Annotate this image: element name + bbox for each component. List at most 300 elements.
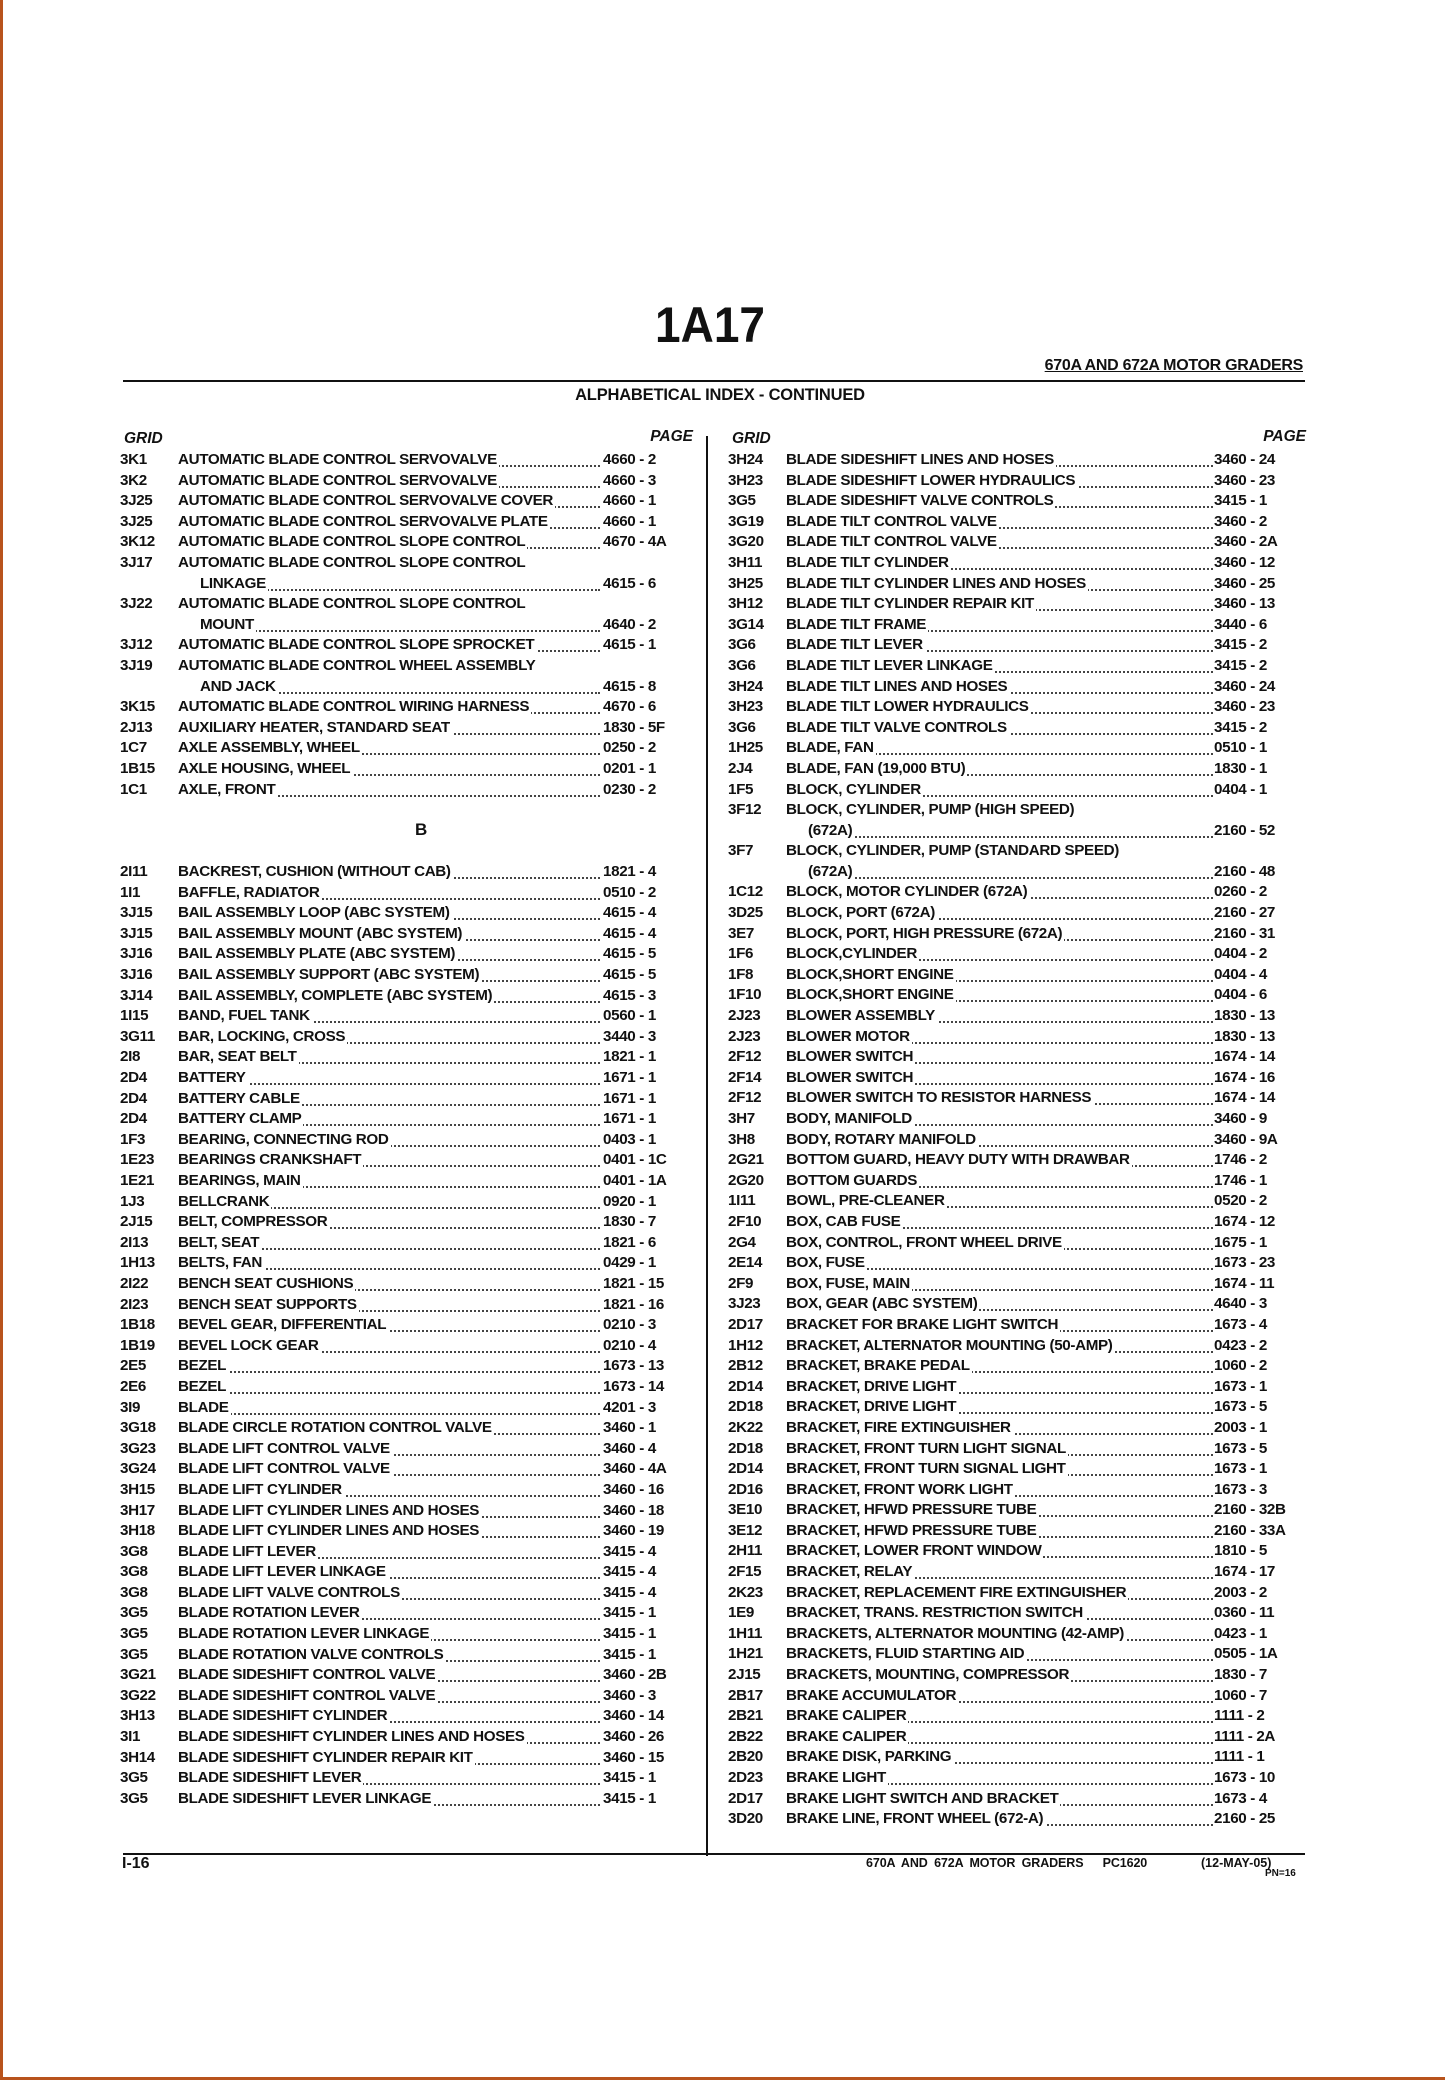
index-entry xyxy=(120,471,695,492)
grid-ref: 2J15 xyxy=(728,1666,761,1684)
entry-description-text: BLOCK, PORT, HIGH PRESSURE (672A) xyxy=(786,924,1063,942)
entry-description xyxy=(786,1378,1213,1395)
grid-ref: 3J25 xyxy=(120,492,153,510)
index-entry xyxy=(728,1768,1308,1789)
grid-ref: 2B12 xyxy=(728,1357,763,1375)
index-entry xyxy=(728,656,1308,677)
index-entry xyxy=(120,1521,695,1542)
index-entry xyxy=(728,1500,1308,1521)
entry-description xyxy=(786,1069,1213,1086)
page-ref: 1821 - 15 xyxy=(603,1274,665,1292)
grid-ref: 3H24 xyxy=(728,451,763,468)
entry-description xyxy=(786,801,1213,818)
index-entry xyxy=(120,553,695,574)
entry-description-text: BLADE SIDESHIFT CYLINDER REPAIR KIT xyxy=(178,1748,473,1766)
index-entry xyxy=(728,697,1308,718)
entry-description-text: BLADE LIFT CONTROL VALVE xyxy=(178,1439,390,1457)
page-ref: 4615 - 3 xyxy=(603,986,656,1004)
entry-description-text: BLOWER SWITCH xyxy=(786,1048,914,1066)
index-entry xyxy=(120,1789,695,1810)
entry-description xyxy=(786,616,1213,633)
page-ref: 4660 - 2 xyxy=(603,451,656,468)
grid-ref: 2D14 xyxy=(728,1460,763,1478)
page-ref: 3440 - 6 xyxy=(1214,615,1267,633)
page-ref: 1671 - 1 xyxy=(603,1089,656,1107)
page-ref: 0520 - 2 xyxy=(1214,1192,1267,1210)
grid-ref: 2D14 xyxy=(728,1377,763,1395)
grid-ref: 3G18 xyxy=(120,1419,156,1437)
entry-description-text: BELTS, FAN xyxy=(178,1254,262,1272)
grid-ref: 1E21 xyxy=(120,1172,155,1189)
page-ref: 3460 - 16 xyxy=(603,1480,665,1498)
page-ref: 3415 - 4 xyxy=(603,1583,656,1601)
page-ref: 0403 - 1 xyxy=(603,1130,656,1148)
entry-description xyxy=(178,636,600,653)
entry-description xyxy=(786,883,1213,900)
entry-description-text: BLOCK, PORT (672A) xyxy=(786,904,935,922)
page-ref: 3460 - 9 xyxy=(1214,1110,1267,1127)
index-entry xyxy=(728,1212,1308,1233)
entry-description xyxy=(786,1687,1213,1704)
grid-ref: 2E6 xyxy=(120,1377,146,1395)
entry-description xyxy=(178,1090,600,1107)
entry-description xyxy=(178,1584,600,1601)
column-header xyxy=(728,428,1308,450)
index-entry xyxy=(120,1480,695,1501)
index-entry xyxy=(120,1295,695,1316)
index-entry xyxy=(120,1274,695,1295)
grid-ref: 2F15 xyxy=(728,1563,762,1581)
page-ref: 1821 - 1 xyxy=(603,1048,656,1066)
entry-description xyxy=(786,1460,1213,1477)
grid-ref: 1B18 xyxy=(120,1316,155,1334)
index-entry xyxy=(120,1439,695,1460)
index-entry xyxy=(728,1583,1308,1604)
footer-product xyxy=(866,1856,1147,1870)
index-entry xyxy=(728,1233,1308,1254)
index-entry xyxy=(120,1418,695,1439)
page-ref: 4615 - 5 xyxy=(603,945,656,963)
grid-ref: 2B17 xyxy=(728,1686,763,1704)
grid-ref: 2K22 xyxy=(728,1418,763,1436)
index-entry xyxy=(728,780,1308,801)
grid-ref: 2B21 xyxy=(728,1707,763,1725)
entry-description xyxy=(786,1810,1213,1827)
entry-description-text: BELT, COMPRESSOR xyxy=(178,1213,328,1231)
entry-description-text: BOX, CAB FUSE xyxy=(786,1212,901,1230)
entry-description xyxy=(786,595,1213,612)
entry-description xyxy=(786,1131,1213,1148)
entries-right xyxy=(728,450,1308,1830)
grid-ref: 3J22 xyxy=(120,595,153,613)
entry-description-text: AUTOMATIC BLADE CONTROL WIRING HARNESS xyxy=(178,698,530,716)
index-entry xyxy=(120,903,695,924)
page-ref: 3415 - 1 xyxy=(603,1625,656,1643)
entry-description xyxy=(786,1604,1213,1621)
entry-description-text: BLOCK, CYLINDER, PUMP (STANDARD SPEED) xyxy=(786,842,1119,860)
page-ref: 4660 - 1 xyxy=(603,492,656,510)
page-ref: 0401 - 1C xyxy=(603,1151,667,1169)
entry-description-text: BRACKET, FRONT WORK LIGHT xyxy=(786,1480,1013,1498)
index-entry xyxy=(728,1315,1308,1336)
entry-description xyxy=(786,966,1213,983)
index-entry xyxy=(120,532,695,553)
index-entry xyxy=(728,1068,1308,1089)
index-entry xyxy=(120,780,695,801)
grid-ref: 3H12 xyxy=(728,595,763,613)
entry-description-text: AUTOMATIC BLADE CONTROL SLOPE CONTROL xyxy=(178,533,526,551)
page-ref: 1674 - 11 xyxy=(1214,1274,1275,1292)
entry-description xyxy=(178,1254,600,1271)
entry-description xyxy=(178,1296,600,1313)
page-ref: 1674 - 12 xyxy=(1214,1212,1276,1230)
grid-ref: 3H15 xyxy=(120,1480,155,1498)
grid-ref: 3G8 xyxy=(120,1563,148,1581)
page-ref: 1673 - 4 xyxy=(1214,1315,1267,1333)
index-entry xyxy=(728,1521,1308,1542)
entry-description-text: BLOWER SWITCH TO RESISTOR HARNESS xyxy=(786,1089,1092,1107)
page-ref: 0210 - 3 xyxy=(603,1316,656,1334)
page-ref: 1830 - 7 xyxy=(603,1213,656,1231)
grid-ref: 3G6 xyxy=(728,656,756,674)
entry-description xyxy=(178,1131,600,1148)
entry-description-continued xyxy=(200,616,600,633)
grid-ref: 2F12 xyxy=(728,1089,762,1107)
index-entry xyxy=(120,1686,695,1707)
grid-ref: 3F7 xyxy=(728,842,754,860)
grid-ref: 2I8 xyxy=(120,1048,141,1066)
page-ref: 4615 - 1 xyxy=(603,636,656,654)
page-ref: 3460 - 12 xyxy=(1214,553,1276,571)
grid-ref: 3K2 xyxy=(120,471,147,489)
bottom-rule xyxy=(123,1853,1305,1855)
page-ref: 1675 - 1 xyxy=(1214,1233,1267,1251)
product-header: 670A AND 672A MOTOR GRADERS xyxy=(1044,357,1303,374)
index-entry xyxy=(120,512,695,533)
index-entry xyxy=(728,738,1308,759)
index-entry xyxy=(120,738,695,759)
page-ref: 3460 - 15 xyxy=(603,1748,665,1766)
entry-description-text: BOX, FUSE, MAIN xyxy=(786,1274,910,1292)
index-entry xyxy=(728,1418,1308,1439)
grid-ref: 3H23 xyxy=(728,471,763,489)
entry-description-text: BAIL ASSEMBLY, COMPLETE (ABC SYSTEM) xyxy=(178,986,493,1004)
index-entry-continuation xyxy=(120,677,695,698)
page-ref: 3415 - 1 xyxy=(603,1645,656,1663)
index-entry xyxy=(728,1336,1308,1357)
entry-description xyxy=(786,698,1213,715)
entry-description xyxy=(786,1728,1213,1745)
page-ref: 4640 - 2 xyxy=(603,615,656,633)
grid-ref: 2D17 xyxy=(728,1789,763,1807)
index-entry xyxy=(728,574,1308,595)
grid-ref: 3E12 xyxy=(728,1521,763,1539)
page-ref: 1673 - 1 xyxy=(1214,1460,1267,1478)
entry-description-text: BLADE SIDESHIFT CYLINDER LINES AND HOSES xyxy=(178,1728,525,1746)
grid-ref: 3J19 xyxy=(120,656,153,674)
page-ref: 4615 - 4 xyxy=(603,904,656,922)
page-ref: 1673 - 1 xyxy=(1214,1377,1267,1395)
index-entry-continuation xyxy=(728,821,1308,842)
entry-description-text: BELLCRANK xyxy=(178,1192,270,1210)
page-ref: 1830 - 13 xyxy=(1214,1007,1276,1025)
grid-ref: 1F3 xyxy=(120,1130,146,1148)
entry-description-text: AXLE HOUSING, WHEEL xyxy=(178,759,351,777)
entry-description xyxy=(178,1048,600,1065)
entry-description-text: BRACKET, RELAY xyxy=(786,1563,913,1581)
grid-ref: 1B19 xyxy=(120,1336,155,1354)
grid-ref: 3J14 xyxy=(120,986,153,1004)
entry-description-text: BACKREST, CUSHION (WITHOUT CAB) xyxy=(178,863,451,881)
entry-description-text: AUTOMATIC BLADE CONTROL SERVOVALVE xyxy=(178,471,497,489)
index-entry xyxy=(728,1665,1308,1686)
grid-header: GRID xyxy=(124,430,163,447)
index-entry xyxy=(728,1253,1308,1274)
index-entry xyxy=(120,1109,695,1130)
index-entry xyxy=(728,882,1308,903)
entry-description xyxy=(178,1460,600,1477)
entry-description xyxy=(786,492,1213,509)
page-ref: 0429 - 1 xyxy=(603,1254,656,1272)
entry-description xyxy=(786,451,1213,468)
index-entry xyxy=(728,1562,1308,1583)
page-ref: 4201 - 3 xyxy=(603,1398,656,1416)
entry-description-text: BLADE TILT CONTROL VALVE xyxy=(786,533,997,551)
entry-description-text: BAIL ASSEMBLY LOOP (ABC SYSTEM) xyxy=(178,904,450,922)
entry-description xyxy=(786,1790,1213,1807)
page-ref: 3460 - 4A xyxy=(603,1460,667,1478)
grid-ref: 3J25 xyxy=(120,512,153,530)
entry-description-text: BEZEL xyxy=(178,1357,227,1375)
entry-description xyxy=(178,1172,600,1189)
grid-ref: 1F6 xyxy=(728,945,754,963)
page-ref: 4640 - 3 xyxy=(1214,1295,1267,1313)
page-ref: 1674 - 17 xyxy=(1214,1563,1276,1581)
entry-description-text: BRACKET, ALTERNATOR MOUNTING (50-AMP) xyxy=(786,1336,1113,1354)
grid-ref: 3H14 xyxy=(120,1748,155,1766)
grid-ref: 1H13 xyxy=(120,1254,155,1272)
entry-description-text: BLADE TILT LOWER HYDRAULICS xyxy=(786,698,1029,716)
entry-description-text: BRACKET FOR BRAKE LIGHT SWITCH xyxy=(786,1315,1059,1333)
index-entry xyxy=(120,759,695,780)
grid-ref: 2J23 xyxy=(728,1027,761,1045)
index-entry xyxy=(120,656,695,677)
footer-page-number: I-16 xyxy=(122,1855,150,1872)
page-ref: 1673 - 5 xyxy=(1214,1398,1267,1416)
index-entry xyxy=(120,1089,695,1110)
index-entry xyxy=(120,1624,695,1645)
grid-ref: 3I1 xyxy=(120,1728,141,1746)
page-ref: 1746 - 2 xyxy=(1214,1151,1267,1169)
index-entry xyxy=(728,800,1308,821)
index-entry xyxy=(728,615,1308,636)
index-entry xyxy=(120,1027,695,1048)
entry-description-text: BAR, SEAT BELT xyxy=(178,1048,297,1066)
page-ref: 0510 - 2 xyxy=(603,883,656,901)
entry-description-text: BLADE, FAN xyxy=(786,739,874,757)
entry-description-text: BLADE TILT LEVER LINKAGE xyxy=(786,656,993,674)
entry-description-text: BLADE TILT FRAME xyxy=(786,615,927,633)
index-entry xyxy=(728,1480,1308,1501)
page-ref: 0423 - 2 xyxy=(1214,1336,1267,1354)
index-entry xyxy=(728,471,1308,492)
entry-description xyxy=(786,1110,1213,1127)
entry-description-text: AUTOMATIC BLADE CONTROL SLOPE CONTROL xyxy=(178,595,526,613)
index-entry xyxy=(728,718,1308,739)
entry-description-text: BEVEL LOCK GEAR xyxy=(178,1336,319,1354)
page-ref: 1111 - 1 xyxy=(1214,1748,1265,1766)
page-ref: 1673 - 3 xyxy=(1214,1480,1267,1498)
index-entry xyxy=(120,1068,695,1089)
page-ref: 1674 - 16 xyxy=(1214,1068,1276,1086)
index-entry xyxy=(728,903,1308,924)
entry-description-text: BLADE CIRCLE ROTATION CONTROL VALVE xyxy=(178,1419,492,1437)
entry-description xyxy=(178,1275,600,1292)
entry-description-text: BEVEL GEAR, DIFFERENTIAL xyxy=(178,1316,387,1334)
entry-description xyxy=(178,1151,600,1168)
page-ref: 3460 - 19 xyxy=(603,1522,665,1540)
page-ref: 1673 - 13 xyxy=(603,1357,665,1375)
entry-description-text: BLADE LIFT CYLINDER LINES AND HOSES xyxy=(178,1522,480,1540)
index-entry xyxy=(728,1439,1308,1460)
entry-description xyxy=(786,657,1213,674)
page-ref: 3415 - 2 xyxy=(1214,718,1267,736)
entry-description-text: BLOCK,SHORT ENGINE xyxy=(786,965,954,983)
entry-description-text: BLADE SIDESHIFT LEVER xyxy=(178,1769,362,1787)
entry-description-continued xyxy=(808,863,1213,880)
index-entry xyxy=(728,1027,1308,1048)
index-entry xyxy=(728,512,1308,533)
entry-description-continued xyxy=(808,822,1213,839)
entry-description-text: BAIL ASSEMBLY PLATE (ABC SYSTEM) xyxy=(178,945,456,963)
entry-description xyxy=(786,554,1213,571)
index-entry xyxy=(120,965,695,986)
index-entry xyxy=(120,1192,695,1213)
entry-description xyxy=(786,1316,1213,1333)
entry-description xyxy=(786,1172,1213,1189)
entry-description-text: BLADE, FAN (19,000 BTU) xyxy=(786,759,966,777)
entry-description-text: BLADE SIDESHIFT LOWER HYDRAULICS xyxy=(786,471,1076,489)
grid-ref: 2D4 xyxy=(120,1110,147,1128)
section-subtitle: ALPHABETICAL INDEX - CONTINUED xyxy=(575,386,865,404)
index-entry xyxy=(120,1768,695,1789)
entry-description-text: AUTOMATIC BLADE CONTROL SLOPE CONTROL xyxy=(178,553,526,571)
entry-description-text: BRAKE CALIPER xyxy=(786,1707,907,1725)
grid-ref: 3J17 xyxy=(120,553,153,571)
entry-description-text: BEARINGS CRANKSHAFT xyxy=(178,1151,362,1169)
entry-description xyxy=(178,472,600,489)
entry-description xyxy=(178,1769,600,1786)
entry-description-text: AUTOMATIC BLADE CONTROL SLOPE SPROCKET xyxy=(178,636,535,654)
entry-description-continued xyxy=(200,575,600,592)
entry-description xyxy=(786,1337,1213,1354)
grid-ref: 1C12 xyxy=(728,883,763,901)
page-ref: 1673 - 14 xyxy=(603,1377,665,1395)
grid-ref: 1F10 xyxy=(728,986,762,1004)
entry-description xyxy=(178,1707,600,1724)
entry-description-text: BODY, MANIFOLD xyxy=(786,1110,912,1127)
grid-ref: 3J23 xyxy=(728,1295,761,1313)
top-rule xyxy=(123,380,1305,382)
grid-ref: 3E7 xyxy=(728,924,754,942)
grid-ref: 1H11 xyxy=(728,1624,763,1642)
page-ref: 3460 - 18 xyxy=(603,1501,665,1519)
entry-description-continued-text: AND JACK xyxy=(200,677,276,695)
entry-description-text: BRACKET, REPLACEMENT FIRE EXTINGUISHER xyxy=(786,1583,1127,1601)
entry-description xyxy=(178,698,600,715)
entry-description-text: BRACKETS, MOUNTING, COMPRESSOR xyxy=(786,1666,1070,1684)
grid-ref: 3H8 xyxy=(728,1130,755,1148)
page-ref: 3460 - 24 xyxy=(1214,451,1276,468)
page-ref: 1674 - 14 xyxy=(1214,1048,1276,1066)
entry-description-text: BRACKET, DRIVE LIGHT xyxy=(786,1377,957,1395)
index-entry xyxy=(728,1706,1308,1727)
entry-description-text: BLOWER ASSEMBLY xyxy=(786,1007,935,1025)
entry-description xyxy=(786,1625,1213,1642)
entry-description xyxy=(178,904,600,921)
entry-description-text: BLOCK,CYLINDER xyxy=(786,945,917,963)
page-ref: 4615 - 6 xyxy=(603,574,656,592)
entry-description xyxy=(786,842,1213,859)
page-ref: 3460 - 2 xyxy=(1214,512,1267,530)
index-entry xyxy=(120,1727,695,1748)
grid-ref: 3H11 xyxy=(728,553,763,571)
grid-ref: 2D4 xyxy=(120,1069,147,1087)
page-ref: 3415 - 1 xyxy=(603,1769,656,1787)
index-entry xyxy=(728,1006,1308,1027)
entry-description xyxy=(786,1295,1213,1312)
page-ref: 0505 - 1A xyxy=(1214,1645,1278,1663)
page-ref: 2003 - 1 xyxy=(1214,1418,1267,1436)
grid-ref: 1H21 xyxy=(728,1645,763,1663)
entry-description xyxy=(786,719,1213,736)
grid-ref: 3J16 xyxy=(120,945,153,963)
page-ref: 3460 - 2B xyxy=(603,1666,667,1684)
grid-ref: 2G20 xyxy=(728,1171,764,1189)
entry-description xyxy=(786,1501,1213,1518)
grid-ref: 2D17 xyxy=(728,1315,763,1333)
index-entry xyxy=(728,1274,1308,1295)
grid-ref: 3H7 xyxy=(728,1110,755,1127)
grid-ref: 3G20 xyxy=(728,533,764,551)
page-ref: 3415 - 1 xyxy=(1214,492,1267,510)
entry-description-text: BRAKE LINE, FRONT WHEEL (672-A) xyxy=(786,1810,1044,1828)
grid-ref: 3H17 xyxy=(120,1501,155,1519)
index-entry xyxy=(728,1356,1308,1377)
entry-description xyxy=(786,1707,1213,1724)
grid-ref: 2F14 xyxy=(728,1068,762,1086)
entry-description xyxy=(178,492,600,509)
index-entry xyxy=(728,1377,1308,1398)
page-ref: 1111 - 2 xyxy=(1214,1707,1265,1725)
index-entry xyxy=(120,718,695,739)
entry-description xyxy=(178,719,600,736)
grid-ref: 3H25 xyxy=(728,574,763,592)
entry-description-text: AUXILIARY HEATER, STANDARD SEAT xyxy=(178,718,450,736)
index-entry xyxy=(728,1747,1308,1768)
entry-description xyxy=(786,1398,1213,1415)
index-entry xyxy=(120,594,695,615)
grid-ref: 2D23 xyxy=(728,1769,763,1786)
entry-description-text: BLADE TILT VALVE CONTROLS xyxy=(786,718,1007,736)
page-ref: 1671 - 1 xyxy=(603,1069,656,1087)
page-ref: 0404 - 6 xyxy=(1214,986,1267,1004)
index-entry xyxy=(120,862,695,883)
index-entry xyxy=(728,1130,1308,1151)
entry-description-text: BLOCK, CYLINDER, PUMP (HIGH SPEED) xyxy=(786,801,1075,819)
entry-description-continued-text: (672A) xyxy=(808,821,853,839)
entry-description-text: BRACKET, LOWER FRONT WINDOW xyxy=(786,1542,1042,1560)
